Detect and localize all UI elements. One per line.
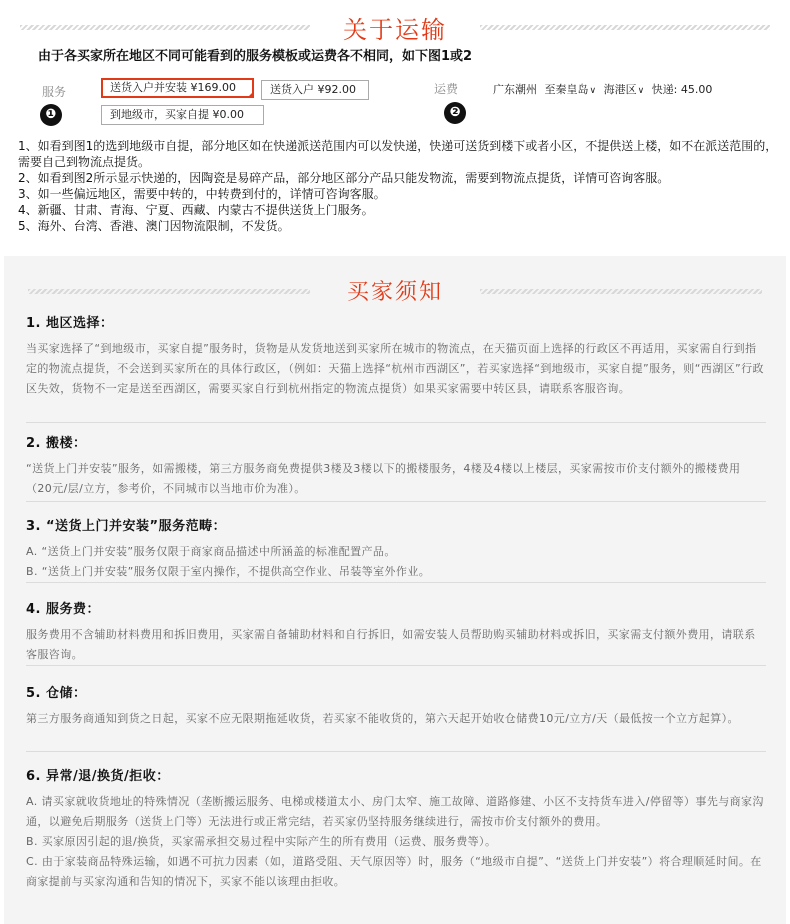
service-option-home-delivery[interactable]: 送货入户 ¥92.00 [261, 80, 369, 100]
dest-city-value: 秦皇岛 [555, 83, 589, 96]
notice-item-region [26, 312, 766, 423]
shipping-rule: 4、新疆、甘肃、青海、宁夏、西藏、内蒙古不提供送货上门服务。 [18, 203, 374, 217]
notice-item-text: B. “送货上门并安装”服务仅限于室内操作，不提供高空作业、吊装等室外作业。 [26, 565, 431, 578]
shipping-title: 关于运输 [343, 16, 447, 44]
notice-item-text: A. “送货上门并安装”服务仅限于商家商品描述中所涵盖的标准配置产品。 [26, 545, 396, 558]
notice-item-storage [26, 682, 766, 752]
notice-title: 买家须知 [346, 280, 443, 305]
figure-1-badge: ❶ [40, 104, 62, 126]
notice-item-text: A. 请买家就收货地址的特殊情况（垄断搬运服务、电梯或楼道太小、房门太窄、施工故障、道路修建、小区不支持货车进入/停留等）事先与商家沟通，以避免后期服务（送货上门等）无法进行或正常完结，若买家仍坚持服务继续进行，需按市价支付额外的费用。 [26, 795, 764, 828]
notice-item-heading: 1. 地区选择： [26, 316, 114, 331]
notice-item-text: C. 由于家装商品特殊运输，如遇不可抗力因素（如，道路受阻、天气原因等）时，服务（“地级市自提”、“送货上门并安装”）将合理顺延时间。在商家提前与买家沟通和告知的情况下，买家不能以该理由拒收。 [26, 855, 762, 888]
shipping-rule: 2、如看到图2所示显示快递的，因陶瓷是易碎产品，部分地区部分产品只能发物流，需要到物流点提货，详情可咨询客服。 [18, 171, 670, 185]
figure-2-badge: ❷ [444, 102, 466, 124]
notice-item-service-fee [26, 598, 766, 666]
notice-item-text: 当买家选择了“到地级市，买家自提”服务时，货物是从发货地送到买家所在城市的物流点，在天猫页面上选择的行政区不再适用，买家需自行到指定的物流点提货，不会送到买家所在的具体行政区，（例如：天猫上选择“杭州市西湖区”，若买家选择“到地级市，买家自提”服务，则“西湖区”行政区失效，货物不一定是送至西湖区，需要买家自行到杭州指定的物流点提货）如果买家需要中转区县，请联系客服咨询。 [26, 342, 764, 395]
notice-item-text: 第三方服务商通知到货之日起，买家不应无限期拖延收货，若买家不能收货的，第六天起开始收仓储费10元/立方/天（最低按一个立方起算）。 [26, 712, 739, 725]
notice-item-install-scope [26, 515, 766, 583]
notice-item-text: “送货上门并安装”服务，如需搬楼，第三方服务商免费提供3楼及3楼以下的搬楼服务，4楼及4楼以上楼层，买家需按市价支付额外的搬楼费用（20元/层/立方，参考价，不同城市以当地市价为准）。 [26, 462, 741, 495]
shipping-header [0, 6, 790, 46]
notice-item-returns [26, 765, 766, 924]
header-divider [480, 289, 762, 294]
header-divider [480, 25, 770, 30]
dest-city-dropdown[interactable] [556, 83, 597, 96]
shipping-rule: 3、如一些偏远地区，需要中转的，中转费到付的，详情可咨询客服。 [18, 187, 386, 201]
service-option-install[interactable]: 送货入户并安装 ¥169.00 [101, 78, 254, 98]
notice-item-stairs [26, 432, 766, 502]
notice-header [0, 270, 790, 310]
shipping-rule: 1、如看到图1的选到地级市自提，部分地区如在快递派送范围内可以发快递，快递可送货到楼下或者小区，不提供送上楼，如不在派送范围的，需要自己到物流点提货。 [18, 139, 778, 169]
shipping-rule: 5、海外、台湾、香港、澳门因物流限制，不发货。 [18, 219, 290, 233]
origin-location: 广东潮州 [493, 83, 537, 96]
shipping-rules [18, 138, 778, 234]
dest-district-value: 海港区 [603, 83, 637, 96]
notice-item-heading: 3. “送货上门并安装”服务范畴： [26, 519, 227, 534]
delivery-fee: 快递: 45.00 [651, 83, 713, 96]
service-option-self-pickup[interactable]: 到地级市，买家自提 ¥0.00 [101, 105, 264, 125]
shipping-subtitle: 由于各买家所在地区不同可能看到的服务模板或运费各不相同，如下图1或2 [38, 49, 473, 64]
notice-item-text: B. 买家原因引起的退/换货，买家需承担交易过程中实际产生的所有费用（运费、服务费等）。 [26, 835, 497, 848]
notice-item-heading: 4. 服务费： [26, 602, 101, 617]
fee-label: 运费 [434, 82, 459, 96]
notice-item-heading: 5. 仓储： [26, 686, 87, 701]
notice-item-text: 服务费用不含辅助材料费用和拆旧费用，买家需自备辅助材料和自行拆旧，如需安装人员帮助购买辅助材料或拆旧，买家需支付额外费用，请联系客服咨询。 [26, 628, 756, 661]
shipping-location-row [493, 81, 716, 97]
notice-item-heading: 2. 搬楼： [26, 436, 87, 451]
to-label: 至 [544, 83, 556, 96]
notice-item-heading: 6. 异常/退/换货/拒收： [26, 769, 170, 784]
dest-district-dropdown[interactable] [604, 83, 645, 96]
service-label: 服务 [42, 85, 67, 99]
